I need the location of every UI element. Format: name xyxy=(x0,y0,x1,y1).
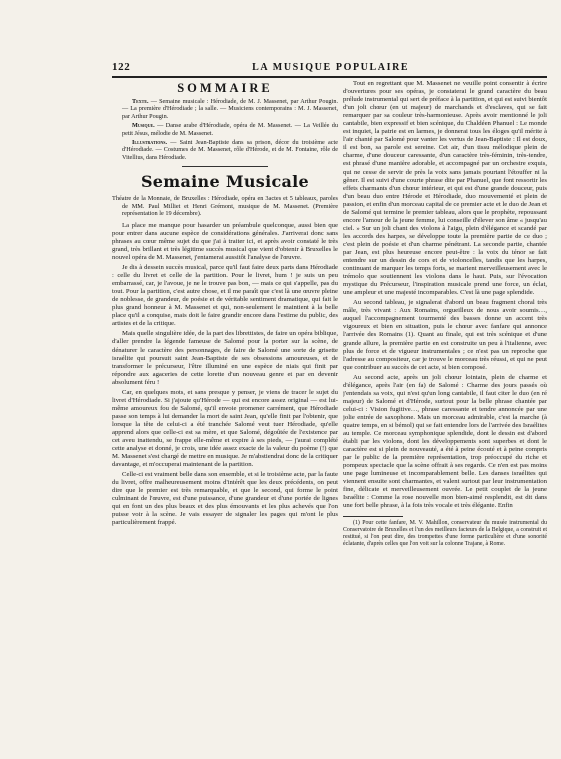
page-number: 122 xyxy=(112,61,131,73)
footnote: (1) Pour cette fanfare, M. V. Mahillon, conservateur du musée instrumental du Conservatoire de Bruxelles et l'un des meilleurs facteurs de la Belgique, a construit et restitué, si l'on peut dire, des trompettes d'une forme particulière et d'une sonorité éclatante, d'après celles que l'on voit sur la colonne Trajane, à Rome. xyxy=(343,520,547,548)
article-paragraph: Au second tableau, je signalerai d'abord un beau fragment choral très mâle, très vivant : Aux Romains, orgueilleux de nous avoir soumis…, auquel l'accompagnement tourmenté des basses donne un accent très vigoureux et bien en situation, puis le chœur avec fanfare qui annonce l'arrivée des Romains (1). Quant au finale, qui est très scénique et d'une grande allure, la première partie en est construite un peu à l'italienne, avec plus de force et de vigueur instrumentales ; ce n'est pas un reproche que l'adresse au compositeur, car je trouve le morceau très réussi, et qui ne peut que contribuer au succès de cet acte, si bien composé. xyxy=(343,299,547,371)
sommaire-item: Texte. — Semaine musicale : Hérodiade, de M. J. Massenet, par Arthur Pougin. — La première d'Hérodiade ; la salle. — Musiciens contemporains : M. J. Massenet, par Arthur Pougin. xyxy=(122,98,338,120)
journal-title: LA MUSIQUE POPULAIRE xyxy=(252,61,410,73)
article-paragraph: Car, en quelques mots, et sans presque y penser, je viens de tracer le sujet du livret d'Hérodiade. Si j'ajoute qu'Hérode — qui est encore assez original — est lui-même amoureux fou de Salomé, qu'il envoie promener carrément, que Hérodiade passe son temps à lui demander la mort de saint Jean, qu'elle finit par l'obtenir, que lorsque la tête de celui-ci a été tranchée Salomé veut tuer Hérodiade, qu'elle apprend alors que celle-ci est sa mère, et que Salomé, dégoûtée de l'existence par cet aveu inattendu, se frappe elle-même et expire à ses pieds, — j'aurai complété cette analyse et donné, je crois, une idée assez exacte de la valeur du poème (!) que M. Massenet s'est chargé de mettre en musique. Je m'abstiendrai donc de la critiquer davantage, et m'occuperai maintenant de la partition. xyxy=(112,388,338,469)
footnote-rule xyxy=(343,516,403,517)
page-header xyxy=(112,60,547,74)
sommaire-list xyxy=(112,98,338,161)
sommaire-title: SOMMAIRE xyxy=(177,81,273,95)
header-rule xyxy=(112,76,547,78)
left-column xyxy=(112,80,338,753)
semaine-musicale-heading: Semaine Musicale xyxy=(140,172,310,192)
theatre-note: Théatre de la Monnaie, de Bruxelles : Hérodiade, opéra en 3actes et 5 tableaux, paroles de MM. Paul Milliet et Henri Grémont, musique de M. Massenet. (Première représentation le 19 décembre). xyxy=(112,195,338,218)
article-paragraph: Je dis à dessein succès musical, parce qu'il faut faire deux parts dans Hérodiade : celle du livret et celle de la partition. Pour le livret, hum ! je suis un peu embarrassé, car, je l'avoue, je ne le trouve pas bon, — mais ce qui s'appelle, pas du tout. Pour la partition, c'est autre chose, et il me paraît que c'est là une œuvre pleine de noblesse, de grandeur, de poésie et de véritable sentiment dramatique, qui fait le plus grand honneur à M. Massenet et qui, non-seulement le maintient à la belle place qu'il a conquise, mais doit le faire grandir encore dans l'estime du public, des artistes et de la critique. xyxy=(112,264,338,328)
article-paragraph: Au second acte, après un joli chœur lointain, plein de charme et d'élégance, après l'air (en fa) de Salomé : Charme des jours passés où j'entendais sa voix, qui n'est qu'un long cantabile, il faut citer le duo (en ré majeur) de Salomé et d'Hérode, surtout pour la belle phrase chantée par celui-ci : Vision fugitive…, phrase caressante et tendre annoncée par une jolie entrée de saxophone. Mais un morceau admirable, c'est la marche (à quatre temps, en si bémol) qui se fait entendre lors de l'arrivée des Israélites au temple. Ce morceau symphonique splendide, dont le dessin est d'abord établi par les violons, dont les développements sont superbes et dont le caractère est si plein de nouveauté, a été à peine écouté et à peine compris par le public de la première représentation, trop préoccupé du riche et pompeux spectacle que la scène offrait à ses regards. Ce n'en est pas moins une page lumineuse et incomparablement belle. Les danses israélites qui viennent ensuite sont charmantes, et valent surtout par leur instrumentation fine, délicate et merveilleusement ouvrée. Le petit couplet de la jeune Israélite : Comme la rose nouvelle mon bien-aimé resplendit, est dit dans une fort belle phrase, à la fois très vocale et très élégante. Enfin xyxy=(343,373,547,510)
section-divider xyxy=(182,166,268,167)
right-column xyxy=(343,80,547,753)
sommaire-item: Illustrations. — Saint Jean-Baptiste dans sa prison, décor du troisième acte d'Hérodiade. — Costumes de M. Massenet, rôle d'Hérode, et de M. Fontaine, rôle de Vitellius, dans Hérodiade. xyxy=(122,139,338,161)
sommaire-item: Musique. — Danse arabe d'Hérodiade, opéra de M. Massenet. — La Veillée du petit Jésus, mélodie de M. Massenet. xyxy=(122,122,338,137)
article-paragraph: Mais quelle singulière idée, de la part des librettistes, de faire un opéra biblique, d'aller prendre la légende fameuse de Salomé pour la porter sur la scène, de dénaturer le caractère des personnages, de faire de Salomé une sorte de grisette israélite qui poursuit saint Jean-Baptiste de ses obsessions amoureuses, et de transformer le précurseur, l'être illuminé en une espèce de niais qui finit par répondre aux agaceries de cette lorette d'un nouveau genre et par en devenir absolument féru ! xyxy=(112,330,338,386)
article-paragraph: Tout en regrettant que M. Massenet ne veuille point consentir à écrire d'ouvertures pour ses opéras, je constaterai le grand caractère du beau prélude instrumental qui sert de préface à la partition, et qui est suivi bientôt d'un joli chœur (en ut majeur) de marchands et d'esclaves, qui se fait remarquer par sa couleur très-harmonieuse. Après avoir mentionné le joli cantabile, bien expressif et bien scénique, du Chaldéen Phanuel : Le monde est inquiet, la patrie est en larmes, je donnerai tous les éloges qu'il mérite à l'air chanté par Salomé pour vanter les vertus de Jean-Baptiste : Il est doux, il est bon, sa parole est sereine. Cet air, d'un tissu mélodique plein de charme, d'une douceur caressante, d'un caractère très-féminin, très-tendre, est phrasé d'une manière adorable, et accompagné par un orchestre exquis, qui ne cesse de servir de près la voix sans jamais pourtant l'étouffer ni la gêner. Il est suivi d'une courte phrase dite par Phanuel, que font ressortir les effets charmants d'un chœur intérieur, et qui est d'une grande douceur, puis d'un beau duo entre Hérode et Hérodiade, duo mouvementé et plein de passion, et enfin d'un morceau capital de ce premier acte et le duo de Jean et de Salomé qui termine le premier tableau, alors que le prophète, repoussant encore l'amour de la jeune femme, lui conseille d'élever son âme « jusqu'au ciel. » Sur un joli chant des violons à l'aigu, plein d'élégance et scandé par les accords des harpes, se développe toute la première partie de ce duo ; c'est plein de poésie et d'un charme pénétrant. La seconde partie, chantée par Jean, est plus heureuse encore peut-être : la voix du ténor se fait entendre sur un dessin de cors et de violoncelles, tandis que les harpes, continuant de marquer les temps forts, se marient merveilleusement avec le trémolo que soutiennent les violons dans le haut. Puis, sur l'évocation mystique du Précurseur, l'inspiration musicale prend une force, un éclat, une ampleur et une majesté incomparables. C'est là une page splendide. xyxy=(343,80,547,297)
article-paragraph: La place me manque pour hasarder un préambule quelconque, aussi bien que pour entrer dans aucune espèce de considérations générales. J'arriverai donc sans phrases au cœur même sujet du que j'ai à traiter ici, et après avoir constaté le très grand, très brillant et très légitime succès musical que vient d'obtenir à Bruxelles le nouvel opéra de M. Massenet, j'entamerai aussitôt l'analyse de l'œuvre. xyxy=(112,221,338,261)
article-paragraph: Celle-ci est vraiment belle dans son ensemble, et si le troisième acte, par la faute du livret, offre malheureusement moins d'intérêt que les deux précédents, on peut dire que le premier est très remarquable, et que le second, qui forme le point culminant de l'œuvre, est d'une puissance, d'une grandeur et d'une portée de lignes qui en font un des plus beaux et des plus émouvants et les plus achevés que l'on puisse voir à la scène. Je vais essayer de signaler les pages qui m'ont le plus particulièrement frappé. xyxy=(112,471,338,527)
